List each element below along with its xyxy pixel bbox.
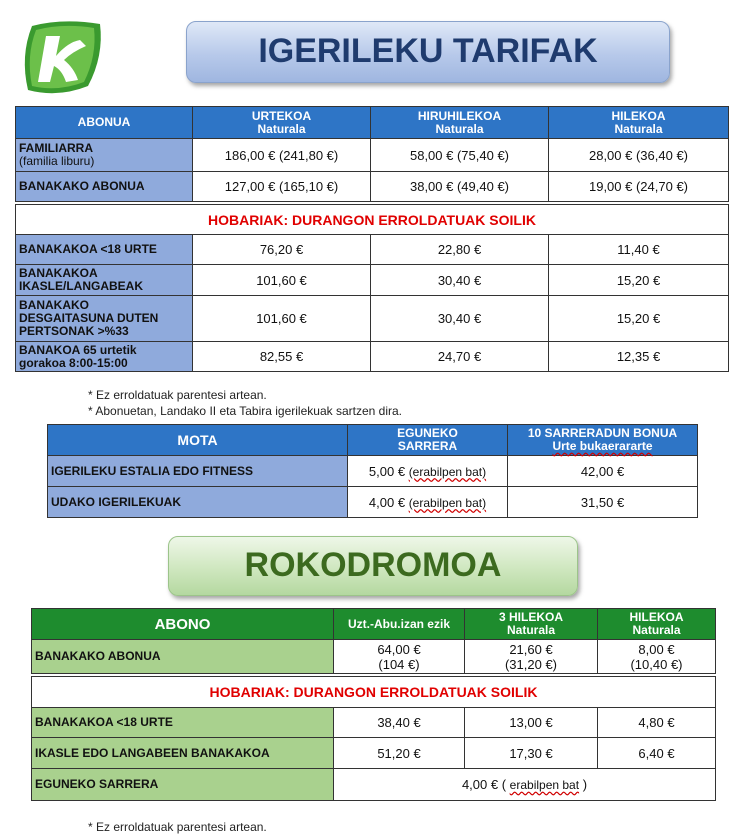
header-eguneko xyxy=(348,425,508,456)
row-label-line: (familia liburu) xyxy=(19,154,95,168)
table-row xyxy=(48,456,698,487)
header-abonua-label: ABONUA xyxy=(77,115,131,129)
price-cell: 22,80 € xyxy=(371,235,549,265)
row-label-line: IKASLE/LANGABEAK xyxy=(19,279,144,293)
row-label xyxy=(16,265,193,296)
row-label-line: BANAKAKOA xyxy=(19,266,98,280)
price-value: 5,00 € xyxy=(368,463,406,479)
header-eguneko-line: EGUNEKO xyxy=(397,426,458,440)
rokodromoa-title: ROKODROMOA xyxy=(168,536,578,596)
price-cell: 15,20 € xyxy=(549,265,729,296)
price-cell: 15,20 € xyxy=(549,296,729,342)
table-row xyxy=(16,172,729,202)
header-hilekoa xyxy=(549,107,729,139)
header-hiru-line: 3 HILEKOA xyxy=(498,610,563,624)
price-cell: 30,40 € xyxy=(371,296,549,342)
header-hiruhilekoa-label: HIRUHILEKOA xyxy=(417,108,502,123)
row-label-line: DESGAITASUNA DUTEN xyxy=(19,311,159,325)
table-row xyxy=(32,738,716,769)
price-cell: 51,20 € xyxy=(334,738,465,769)
row-label: BANAKAKO ABONUA xyxy=(32,640,334,674)
header-naturala-label: Naturala xyxy=(435,121,484,136)
row-label xyxy=(16,342,193,372)
price-value: 64,00 € xyxy=(377,641,421,657)
price-cell: 127,00 € (165,10 €) xyxy=(193,172,371,202)
table-row xyxy=(16,296,729,342)
price-cell xyxy=(334,640,465,674)
table-row xyxy=(16,235,729,265)
price-cell: 28,00 € (36,40 €) xyxy=(549,139,729,172)
usage-note: (erabilpen bat) xyxy=(408,464,487,479)
price-value: 4,00 € xyxy=(368,494,406,510)
price-cell: 76,20 € xyxy=(193,235,371,265)
header-bonua-line: Urte bukaerararte xyxy=(552,439,653,453)
price-cell xyxy=(348,456,508,487)
price-cell: 30,40 € xyxy=(371,265,549,296)
table-header-row xyxy=(48,425,698,456)
header-naturala-label: Naturala xyxy=(257,121,306,136)
price-cell: 6,40 € xyxy=(598,738,716,769)
row-label: IKASLE EDO LANGABEEN BANAKAKOA xyxy=(32,738,334,769)
igerileku-title: IGERILEKU TARIFAK xyxy=(186,21,670,83)
price-cell: 13,00 € xyxy=(465,708,598,738)
header-urtekoa-label: URTEKOA xyxy=(251,108,312,123)
price-cell: 31,50 € xyxy=(508,487,698,518)
row-label xyxy=(16,296,193,342)
table-row xyxy=(16,342,729,372)
row-label: IGERILEKU ESTALIA EDO FITNESS xyxy=(48,456,348,487)
price-cell: 11,40 € xyxy=(549,235,729,265)
price-cell xyxy=(598,640,716,674)
price-value: 4,00 € ( xyxy=(461,777,507,792)
price-cell: 42,00 € xyxy=(508,456,698,487)
table-row xyxy=(32,769,716,801)
price-value-non-resident: (31,20 €) xyxy=(504,656,558,672)
header-abono: ABONO xyxy=(32,609,334,640)
discount-title: HOBARIAK: DURANGON ERROLDATUAK SOILIK xyxy=(32,677,716,708)
note-parentheses-rokodromoa: * Ez erroldatuak parentesi artean. xyxy=(88,820,267,834)
price-value: 21,60 € xyxy=(509,641,553,657)
table-row xyxy=(16,265,729,296)
header-hilekoa-label: HILEKOA xyxy=(611,108,666,123)
row-label xyxy=(16,139,193,172)
header-abonua xyxy=(16,107,193,139)
price-cell: 101,60 € xyxy=(193,265,371,296)
price-cell: 186,00 € (241,80 €) xyxy=(193,139,371,172)
logo-icon xyxy=(18,16,108,100)
header-eguneko-line: SARRERA xyxy=(397,439,458,453)
header-naturala-label: Naturala xyxy=(632,623,681,637)
row-label: UDAKO IGERILEKUAK xyxy=(48,487,348,518)
usage-note: erabilpen bat xyxy=(509,778,580,792)
price-value-non-resident: (104 €) xyxy=(378,656,420,672)
price-cell: 19,00 € (24,70 €) xyxy=(549,172,729,202)
discount-title-row xyxy=(16,205,729,235)
row-label-line: PERTSONAK >%33 xyxy=(19,324,129,338)
rokodromoa-table xyxy=(31,608,716,801)
header-bonua xyxy=(508,425,698,456)
header-hile xyxy=(598,609,716,640)
row-label-line: FAMILIARRA xyxy=(19,141,93,155)
row-label-line: BANAKOA 65 urtetik xyxy=(19,342,137,357)
header-hiru xyxy=(465,609,598,640)
table-row xyxy=(32,708,716,738)
table-row xyxy=(16,139,729,172)
price-cell: 38,00 € (49,40 €) xyxy=(371,172,549,202)
header-naturala-label: Naturala xyxy=(506,623,556,637)
closing-paren: ) xyxy=(582,777,588,792)
price-cell xyxy=(465,640,598,674)
header-uzt: Uzt.-Abu.izan ezik xyxy=(334,609,465,640)
price-cell: 12,35 € xyxy=(549,342,729,372)
price-cell: 82,55 € xyxy=(193,342,371,372)
price-value-non-resident: (10,40 €) xyxy=(630,656,683,672)
note-parentheses: * Ez erroldatuak parentesi artean. xyxy=(88,388,267,402)
header-mota: MOTA xyxy=(48,425,348,456)
price-cell: 58,00 € (75,40 €) xyxy=(371,139,549,172)
row-label: BANAKAKOA <18 URTE xyxy=(16,235,193,265)
price-cell: 38,40 € xyxy=(334,708,465,738)
row-label-line: BANAKAKO xyxy=(19,298,89,312)
discount-title-row xyxy=(32,677,716,708)
table-header-row xyxy=(16,107,729,139)
price-cell: 101,60 € xyxy=(193,296,371,342)
row-label-line: gorakoa 8:00-15:00 xyxy=(19,355,128,370)
note-pools-included: * Abonuetan, Landako II eta Tabira igerilekuak sartzen dira. xyxy=(88,404,402,418)
discount-title: HOBARIAK: DURANGON ERROLDATUAK SOILIK xyxy=(16,205,729,235)
table-header-row xyxy=(32,609,716,640)
price-cell xyxy=(334,769,716,801)
usage-note: (erabilpen bat) xyxy=(408,495,487,510)
header-urtekoa xyxy=(193,107,371,139)
row-label: BANAKAKO ABONUA xyxy=(16,172,193,202)
header-bonua-line: 10 SARRERADUN BONUA xyxy=(527,426,678,440)
header-hiruhilekoa xyxy=(371,107,549,139)
row-label: EGUNEKO SARRERA xyxy=(32,769,334,801)
table-row xyxy=(32,640,716,674)
price-cell: 17,30 € xyxy=(465,738,598,769)
price-value: 8,00 € xyxy=(638,641,675,657)
price-cell xyxy=(348,487,508,518)
table-row xyxy=(48,487,698,518)
header-hile-line: HILEKOA xyxy=(629,610,684,624)
price-cell: 4,80 € xyxy=(598,708,716,738)
price-cell: 24,70 € xyxy=(371,342,549,372)
mota-table xyxy=(47,424,698,518)
header-naturala-label: Naturala xyxy=(614,121,663,136)
row-label: BANAKAKOA <18 URTE xyxy=(32,708,334,738)
igerileku-tariff-table xyxy=(15,106,729,372)
